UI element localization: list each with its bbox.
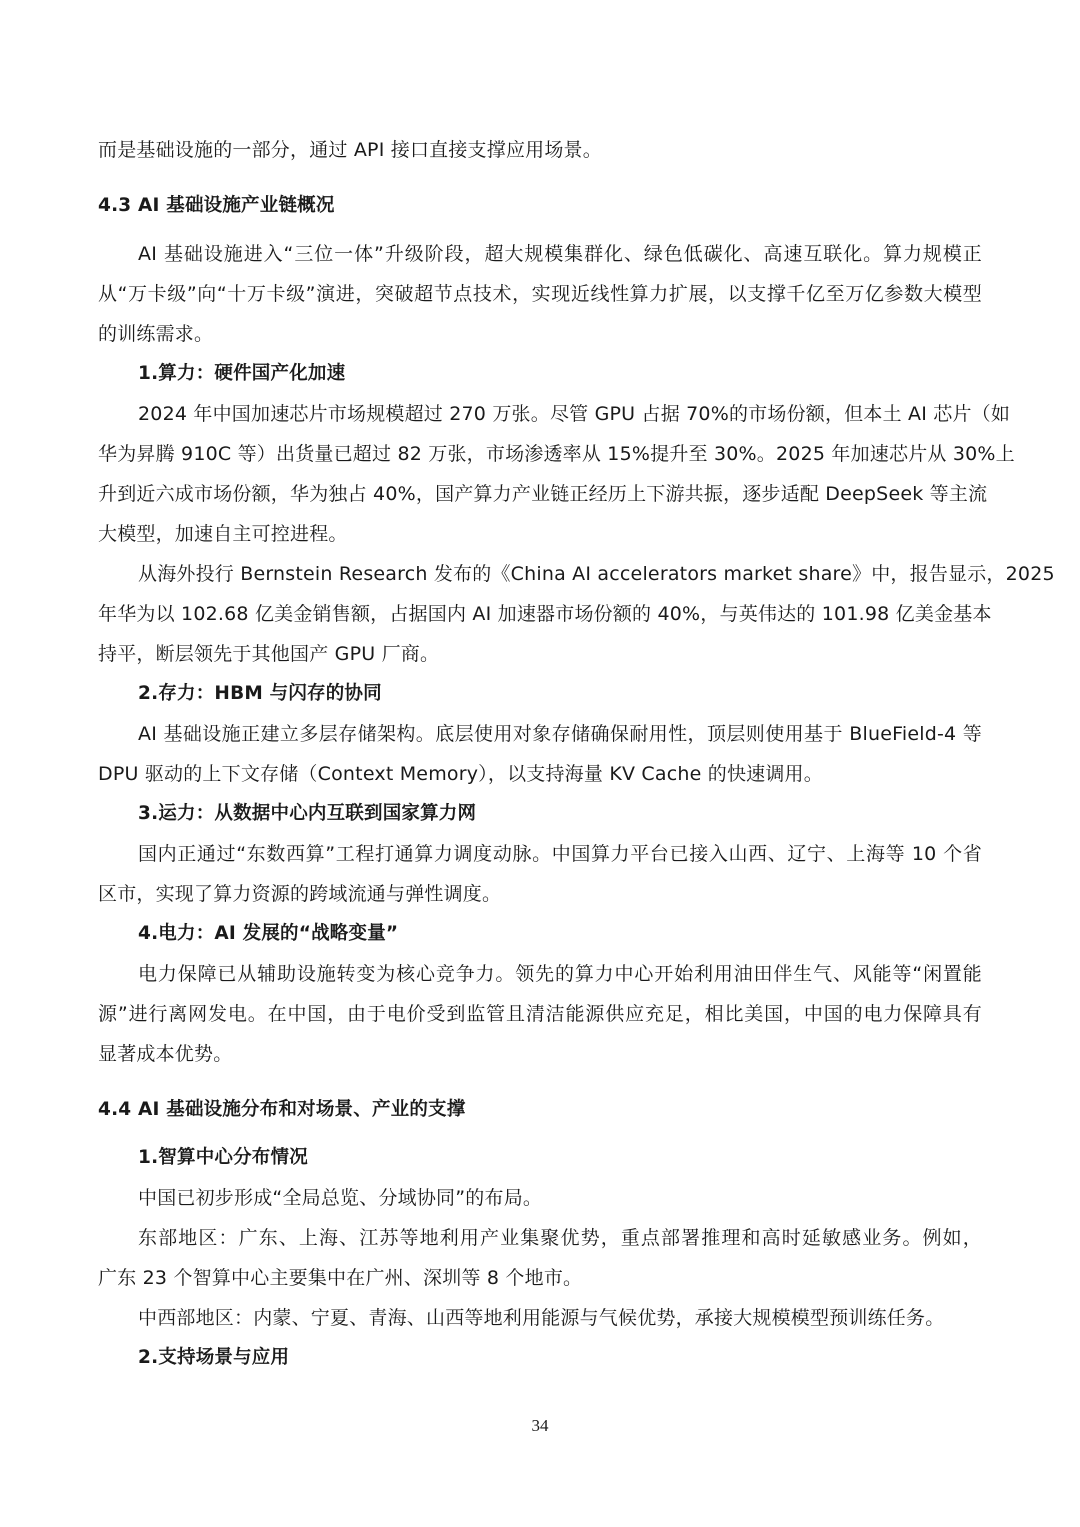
- paragraph-line: DPU 驱动的上下文存储（Context Memory），以支持海量 KV Cache 的快速调用。: [98, 763, 823, 785]
- paragraph-line: AI 基础设施进入“三位一体”升级阶段，超大规模集群化、绿色低碳化、高速互联化。算力规模正: [138, 243, 982, 265]
- paragraph-line: AI 基础设施正建立多层存储架构。底层使用对象存储确保耐用性，顶层则使用基于 BlueField-4 等: [138, 723, 982, 745]
- paragraph-line: 的训练需求。: [98, 323, 214, 345]
- paragraph-line: 华为昇腾 910C 等）出货量已超过 82 万张，市场渗透率从 15%提升至 30%。2025 年加速芯片从 30%上: [98, 443, 1015, 465]
- paragraph-line: 从海外投行 Bernstein Research 发布的《China AI accelerators market share》中，报告显示，2025: [138, 563, 1055, 585]
- paragraph-line: 2024 年中国加速芯片市场规模超过 270 万张。尽管 GPU 占据 70%的市场份额，但本土 AI 芯片（如: [138, 403, 1011, 425]
- subheading-scenarios: 2.支持场景与应用: [138, 1347, 290, 1368]
- paragraph-line: 从“万卡级”向“十万卡级”演进，突破超节点技术，实现近线性算力扩展，以支撑千亿至万亿参数大模型: [98, 283, 982, 305]
- paragraph-line: 年华为以 102.68 亿美金销售额，占据国内 AI 加速器市场份额的 40%，与英伟达的 101.98 亿美金基本: [98, 603, 992, 625]
- subheading-compute: 1.算力：硬件国产化加速: [138, 363, 346, 384]
- paragraph-line: 大模型，加速自主可控进程。: [98, 523, 348, 545]
- subheading-distribution: 1.智算中心分布情况: [138, 1147, 308, 1168]
- paragraph-line: 国内正通过“东数西算”工程打通算力调度动脉。中国算力平台已接入山西、辽宁、上海等 10 个省: [138, 843, 982, 865]
- paragraph-continuation: 而是基础设施的一部分，通过 API 接口直接支撑应用场景。: [98, 139, 602, 161]
- paragraph-line: 中国已初步形成“全局总览、分域协同”的布局。: [138, 1187, 543, 1209]
- page-number: 34: [531, 1416, 549, 1435]
- paragraph-line: 东部地区：广东、上海、江苏等地利用产业集聚优势，重点部署推理和高时延敏感业务。例如，: [138, 1227, 982, 1249]
- paragraph-line: 源”进行离网发电。在中国，由于电价受到监管且清洁能源供应充足，相比美国，中国的电力保障具有: [98, 1003, 982, 1025]
- subheading-storage: 2.存力：HBM 与闪存的协同: [138, 683, 382, 704]
- paragraph-line: 中西部地区：内蒙、宁夏、青海、山西等地利用能源与气候优势，承接大规模模型预训练任务。: [138, 1307, 945, 1329]
- section-heading-4-4: 4.4 AI 基础设施分布和对场景、产业的支撑: [98, 1099, 466, 1120]
- paragraph-line: 区市，实现了算力资源的跨域流通与弹性调度。: [98, 883, 502, 905]
- paragraph-line: 电力保障已从辅助设施转变为核心竞争力。领先的算力中心开始利用油田伴生气、风能等“闲置能: [138, 963, 982, 985]
- paragraph-line: 持平，断层领先于其他国产 GPU 厂商。: [98, 643, 440, 665]
- subheading-network: 3.运力：从数据中心内互联到国家算力网: [138, 803, 477, 824]
- paragraph-line: 显著成本优势。: [98, 1043, 233, 1065]
- paragraph-line: 升到近六成市场份额，华为独占 40%，国产算力产业链正经历上下游共振，逐步适配 DeepSeek 等主流: [98, 483, 988, 505]
- paragraph-line: 广东 23 个智算中心主要集中在广州、深圳等 8 个地市。: [98, 1267, 583, 1289]
- section-heading-4-3: 4.3 AI 基础设施产业链概况: [98, 195, 335, 216]
- subheading-power: 4.电力：AI 发展的“战略变量”: [138, 923, 399, 944]
